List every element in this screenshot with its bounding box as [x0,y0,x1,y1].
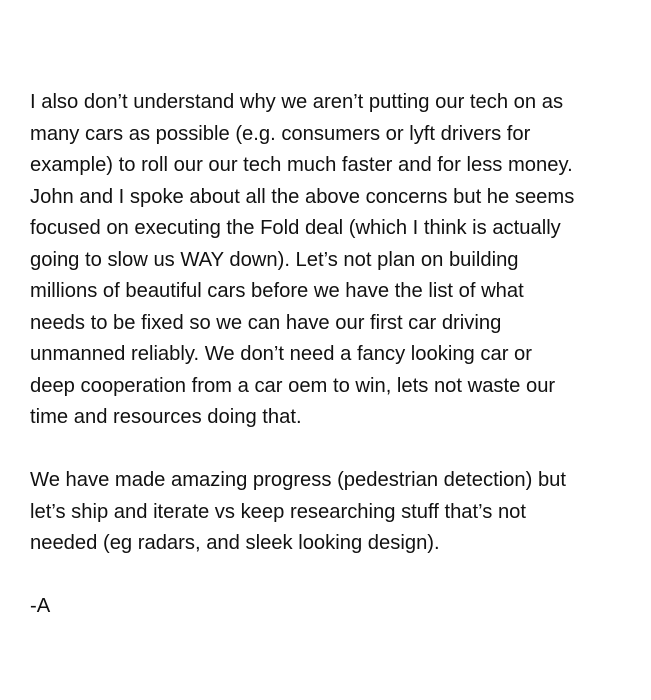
text-line: needed (eg radars, and sleek looking design). [30,532,440,554]
text-line: let’s ship and iterate vs keep researching stuff that’s not [30,500,527,523]
text-line: focused on executing the Fold deal (which I think is actually [30,217,561,239]
text-line: many cars as possible (e.g. consumers or lyft drivers for [30,122,531,145]
paragraph-spacer [30,560,635,592]
text-line: millions of beautiful cars before we have the list of what [30,280,524,302]
text-line: needs to be fixed so we can have our first car driving [30,311,502,334]
text-line: John and I spoke about all the above concerns but he seems [30,185,575,208]
paragraph-spacer [30,434,635,466]
text-line: unmanned reliably. We don’t need a fancy looking car or [30,343,532,365]
document-body [30,87,635,623]
text-line: I also don’t understand why we aren’t putting our tech on as [30,91,564,113]
signature: -A [30,595,51,617]
paragraph [30,87,635,434]
text-line: We have made amazing progress (pedestrian detection) but [30,469,567,491]
paragraph [30,465,635,560]
text-line: time and resources doing that. [30,406,302,428]
text-line: going to slow us WAY down). Let’s not plan on building [30,248,519,271]
text-line: deep cooperation from a car oem to win, lets not waste our [30,374,556,397]
text-line: example) to roll our our tech much faster and for less money. [30,154,573,176]
